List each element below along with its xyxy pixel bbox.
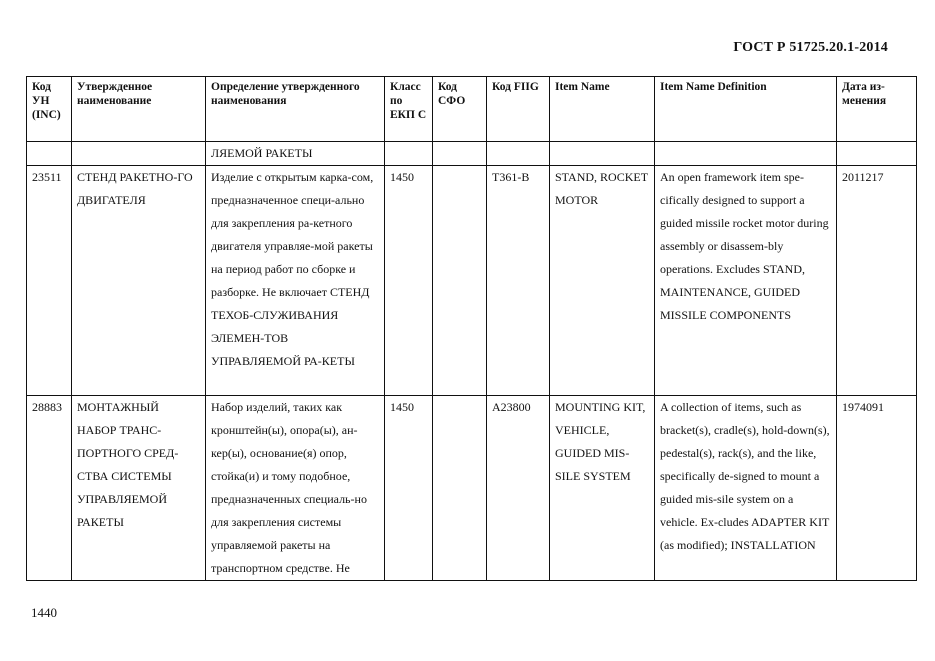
definition: Изделие с открытым карка-сом, предназначенное специ-ально для закрепления ра-кетного двигателя управляе-мой ракеты на период работ по сборке и разборке. Не включает СТЕНД ТЕХОБ-СЛУЖИВАНИЯ ЭЛЕМЕН-ТОВ УПРАВЛЯЕМОЙ РА-КЕТЫ [206, 166, 385, 396]
page-number: 1440 [31, 605, 57, 620]
inc-code: 28883 [27, 396, 72, 581]
col-header-item-name: Item Name [550, 77, 655, 142]
definition: Набор изделий, таких как кронштейн(ы), опора(ы), ан-кер(ы), основание(я) опор, стойка(и) и тому подобное, предназначенных специаль-но для закрепления системы управляемой ракеты на транспортном средстве. Не [206, 396, 385, 581]
change-date: 2011217 [837, 166, 917, 396]
ekps-class: 1450 [385, 166, 433, 396]
item-name-definition: A collection of items, such as bracket(s), cradle(s), hold-down(s), pedestal(s), rack(s), and the like, specifically de-signed to mount a guided mis-sile system on a vehicle. Ex-cludes ADAPTER KIT (as modified); INSTALLATION [655, 396, 837, 581]
col-header-approved-name: Утвержденное наименование [72, 77, 206, 142]
document-designation: ГОСТ Р 51725.20.1-2014 [733, 40, 888, 55]
col-header-sfo-code: Код СФО [433, 77, 487, 142]
classifier-table [26, 76, 917, 581]
continuation-definition: ЛЯЕМОЙ РАКЕТЫ [206, 142, 385, 166]
approved-name: СТЕНД РАКЕТНО-ГО ДВИГАТЕЛЯ [72, 166, 206, 396]
approved-name: МОНТАЖНЫЙ НАБОР ТРАНС-ПОРТНОГО СРЕД-СТВА СИСТЕМЫ УПРАВЛЯЕМОЙ РАКЕТЫ [72, 396, 206, 581]
sfo-code [433, 166, 487, 396]
col-header-ekps-class: Класс по ЕКП С [385, 77, 433, 142]
table-row [27, 166, 917, 396]
col-header-fiig-code: Код FIIG [487, 77, 550, 142]
col-header-change-date: Дата из-менения [837, 77, 917, 142]
fiig-code: A23800 [487, 396, 550, 581]
change-date: 1974091 [837, 396, 917, 581]
ekps-class: 1450 [385, 396, 433, 581]
col-header-item-name-definition: Item Name Definition [655, 77, 837, 142]
inc-code: 23511 [27, 166, 72, 396]
item-name: STAND, ROCKET MOTOR [550, 166, 655, 396]
item-name: MOUNTING KIT, VEHICLE, GUIDED MIS-SILE SYSTEM [550, 396, 655, 581]
item-name-definition: An open framework item spe-cifically designed to support a guided missile rocket motor during assembly or disassem-bly operations. Excludes STAND, MAINTENANCE, GUIDED MISSILE COMPONENTS [655, 166, 837, 396]
table-header-row [27, 77, 917, 142]
table-row-continuation [27, 142, 917, 166]
sfo-code [433, 396, 487, 581]
table-row [27, 396, 917, 581]
fiig-code: T361-B [487, 166, 550, 396]
col-header-definition: Определение утвержденного наименования [206, 77, 385, 142]
col-header-inc: Код УН (INC) [27, 77, 72, 142]
